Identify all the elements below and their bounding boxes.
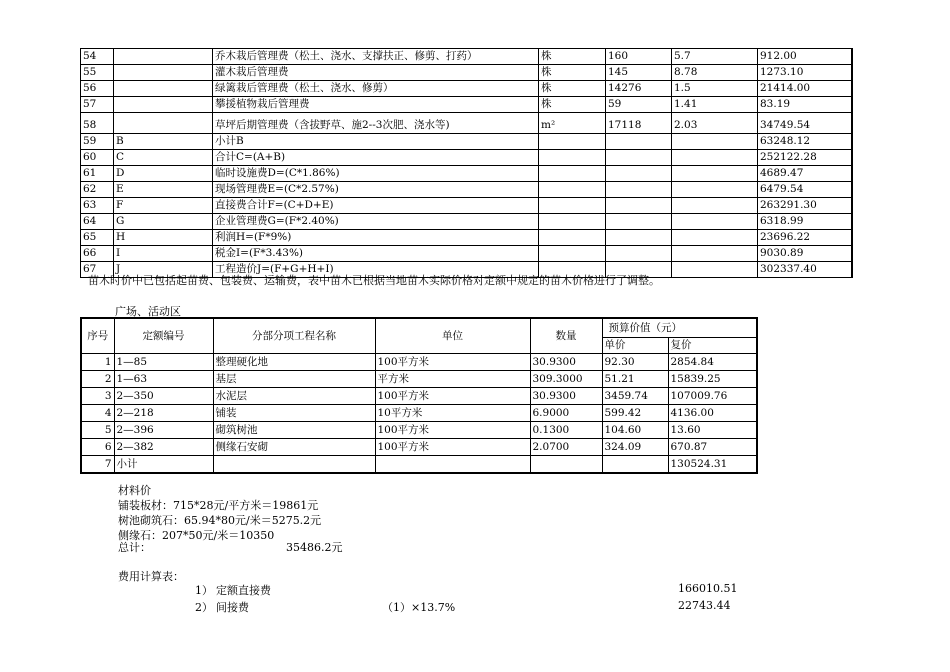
cell-code: 小计 xyxy=(114,456,213,474)
cell-code: 2—382 xyxy=(114,439,213,456)
cell-code: D xyxy=(114,166,213,182)
fee-2-name: 间接费 xyxy=(216,601,249,614)
cell-no: 67 xyxy=(81,262,114,278)
cell-name: 绿篱栽后管理费（松土、浇水、修剪） xyxy=(213,81,539,97)
cell-qty xyxy=(606,230,672,246)
table-row xyxy=(81,388,757,405)
cell-total: 1273.10 xyxy=(758,65,852,81)
cell-unit: 株 xyxy=(539,81,606,97)
table-row xyxy=(81,65,852,81)
fee-1-value: 166010.51 xyxy=(678,582,738,595)
cell-no: 55 xyxy=(81,65,114,81)
cell-no: 59 xyxy=(81,134,114,150)
table-row xyxy=(81,371,757,388)
table-row xyxy=(81,422,757,439)
header-total: 复价 xyxy=(668,338,757,354)
cell-qty: 6.9000 xyxy=(530,405,602,422)
table-row xyxy=(81,81,852,97)
cell-code: 2—396 xyxy=(114,422,213,439)
cell-name: 基层 xyxy=(213,371,375,388)
cell-name: 利润H=(F*9%) xyxy=(213,230,539,246)
cell-no: 2 xyxy=(81,371,114,388)
table-row xyxy=(81,439,757,456)
cell-total: 13.60 xyxy=(668,422,757,439)
cell-total: 302337.40 xyxy=(758,262,852,278)
header-code: 定额编号 xyxy=(114,318,213,354)
cell-code: H xyxy=(114,230,213,246)
cell-total: 15839.25 xyxy=(668,371,757,388)
cell-unit: 100平方米 xyxy=(375,422,530,439)
cell-total: 4136.00 xyxy=(668,405,757,422)
cell-no: 65 xyxy=(81,230,114,246)
cell-code: F xyxy=(114,198,213,214)
cell-total: 63248.12 xyxy=(758,134,852,150)
cell-unit: 100平方米 xyxy=(375,354,530,371)
table-row xyxy=(81,134,852,150)
cell-qty: 17118 xyxy=(606,113,672,134)
cell-qty: 30.9300 xyxy=(530,388,602,405)
cell-qty xyxy=(606,134,672,150)
cell-unit xyxy=(375,456,530,474)
header-value: 预算价值（元） xyxy=(602,318,757,338)
cell-total: 9030.89 xyxy=(758,246,852,262)
cell-name: 合计C=(A+B) xyxy=(213,150,539,166)
fee-2-idx: 2） xyxy=(195,601,213,614)
cell-no: 57 xyxy=(81,97,114,113)
materials-total-label: 总计： xyxy=(118,541,151,554)
cell-name: 砌筑树池 xyxy=(213,422,375,439)
cell-code: G xyxy=(114,214,213,230)
cell-name: 临时设施费D=(C*1.86%) xyxy=(213,166,539,182)
cell-no: 58 xyxy=(81,113,114,134)
cell-total: 83.19 xyxy=(758,97,852,113)
cell-price xyxy=(672,134,758,150)
cell-price: 1.5 xyxy=(672,81,758,97)
cell-code: J xyxy=(114,262,213,278)
materials-total-value: 35486.2元 xyxy=(286,541,343,554)
cell-name: 工程造价J=(F+G+H+I) xyxy=(213,262,539,278)
cell-price: 92.30 xyxy=(602,354,668,371)
cell-price xyxy=(672,230,758,246)
cell-price: 324.09 xyxy=(602,439,668,456)
cell-name: 整理硬化地 xyxy=(213,354,375,371)
cell-code: E xyxy=(114,182,213,198)
cell-unit xyxy=(539,214,606,230)
cell-price: 104.60 xyxy=(602,422,668,439)
cell-no: 6 xyxy=(81,439,114,456)
cell-price xyxy=(672,198,758,214)
cell-no: 66 xyxy=(81,246,114,262)
cell-unit: 株 xyxy=(539,97,606,113)
cell-code: I xyxy=(114,246,213,262)
cell-price: 51.21 xyxy=(602,371,668,388)
cell-total: 34749.54 xyxy=(758,113,852,134)
cell-unit xyxy=(539,166,606,182)
cell-qty: 309.3000 xyxy=(530,371,602,388)
cell-code xyxy=(114,49,213,65)
cell-unit: 100平方米 xyxy=(375,439,530,456)
cell-total: 2854.84 xyxy=(668,354,757,371)
cell-qty: 30.9300 xyxy=(530,354,602,371)
cell-total: 912.00 xyxy=(758,49,852,65)
cell-price xyxy=(672,262,758,278)
cell-qty xyxy=(606,182,672,198)
cell-name: 侧缘石安砌 xyxy=(213,439,375,456)
cell-name: 税金I=(F*3.43%) xyxy=(213,246,539,262)
table-row xyxy=(81,405,757,422)
cell-name: 企业管理费G=(F*2.40%) xyxy=(213,214,539,230)
cell-name: 小计B xyxy=(213,134,539,150)
cell-total: 263291.30 xyxy=(758,198,852,214)
cell-qty xyxy=(606,214,672,230)
cell-name: 灌木栽后管理费 xyxy=(213,65,539,81)
cell-unit xyxy=(539,150,606,166)
cell-qty: 145 xyxy=(606,65,672,81)
cell-price: 2.03 xyxy=(672,113,758,134)
cell-price xyxy=(672,150,758,166)
cell-qty: 2.0700 xyxy=(530,439,602,456)
table-row xyxy=(81,49,852,65)
header-no: 序号 xyxy=(81,318,114,354)
materials-line-3: 侧缘石：207*50元/米＝10350 xyxy=(118,529,275,542)
cell-price xyxy=(672,214,758,230)
cell-no: 63 xyxy=(81,198,114,214)
cell-total: 4689.47 xyxy=(758,166,852,182)
cell-code xyxy=(114,113,213,134)
cell-unit: 株 xyxy=(539,49,606,65)
cell-total: 107009.76 xyxy=(668,388,757,405)
table-row xyxy=(81,246,852,262)
table-row xyxy=(81,230,852,246)
cell-no: 7 xyxy=(81,456,114,474)
cell-unit: 株 xyxy=(539,65,606,81)
cell-no: 3 xyxy=(81,388,114,405)
cell-no: 54 xyxy=(81,49,114,65)
cell-no: 64 xyxy=(81,214,114,230)
plaza-budget-table xyxy=(80,317,758,474)
table-row xyxy=(81,456,757,474)
materials-line-1: 铺装板材：715*28元/平方米＝19861元 xyxy=(118,499,319,512)
cell-code xyxy=(114,65,213,81)
table-row xyxy=(81,97,852,113)
cell-qty: 14276 xyxy=(606,81,672,97)
cell-qty xyxy=(606,150,672,166)
header-qty: 数量 xyxy=(530,318,602,354)
cell-code: B xyxy=(114,134,213,150)
cell-code xyxy=(114,81,213,97)
cell-no: 1 xyxy=(81,354,114,371)
table-row xyxy=(81,182,852,198)
cell-qty: 160 xyxy=(606,49,672,65)
cell-total: 670.87 xyxy=(668,439,757,456)
cell-price xyxy=(672,166,758,182)
cell-name: 水泥层 xyxy=(213,388,375,405)
cell-unit: 平方米 xyxy=(375,371,530,388)
table-row xyxy=(81,113,852,134)
cell-no: 4 xyxy=(81,405,114,422)
cell-unit: 10平方米 xyxy=(375,405,530,422)
cell-name: 草坪后期管理费（含拔野草、施2--3次肥、浇水等) xyxy=(213,113,539,134)
materials-title: 材料价 xyxy=(118,484,151,497)
cell-no: 61 xyxy=(81,166,114,182)
cell-name: 攀援植物栽后管理费 xyxy=(213,97,539,113)
cell-price: 3459.74 xyxy=(602,388,668,405)
cell-total: 252122.28 xyxy=(758,150,852,166)
cell-qty xyxy=(606,198,672,214)
cell-unit: m² xyxy=(539,113,606,134)
cost-summary-table xyxy=(80,48,853,278)
cell-code: 1—85 xyxy=(114,354,213,371)
cell-no: 60 xyxy=(81,150,114,166)
cell-total: 21414.00 xyxy=(758,81,852,97)
cell-code: C xyxy=(114,150,213,166)
cell-price: 8.78 xyxy=(672,65,758,81)
fees-title: 费用计算表： xyxy=(118,570,184,583)
cell-unit: 100平方米 xyxy=(375,388,530,405)
cell-unit xyxy=(539,230,606,246)
cell-price: 5.7 xyxy=(672,49,758,65)
fee-2-value: 22743.44 xyxy=(678,599,731,612)
table-row xyxy=(81,166,852,182)
cell-no: 56 xyxy=(81,81,114,97)
table-row xyxy=(81,150,852,166)
cell-qty xyxy=(530,456,602,474)
cell-code: 2—350 xyxy=(114,388,213,405)
cell-unit xyxy=(539,198,606,214)
cell-price: 1.41 xyxy=(672,97,758,113)
cell-code: 1—63 xyxy=(114,371,213,388)
cell-price xyxy=(672,182,758,198)
cell-total: 23696.22 xyxy=(758,230,852,246)
cell-name: 乔木栽后管理费（松土、浇水、支撑扶正、修剪、打药） xyxy=(213,49,539,65)
cell-total: 6479.54 xyxy=(758,182,852,198)
cell-price xyxy=(672,246,758,262)
cell-name xyxy=(213,456,375,474)
cell-qty: 0.1300 xyxy=(530,422,602,439)
fee-1-idx: 1） xyxy=(195,584,213,597)
cell-no: 5 xyxy=(81,422,114,439)
section-title: 广场、活动区 xyxy=(115,305,181,318)
header-name: 分部分项工程名称 xyxy=(213,318,375,354)
cell-name: 现场管理费E=(C*2.57%) xyxy=(213,182,539,198)
cell-unit xyxy=(539,134,606,150)
cell-no: 62 xyxy=(81,182,114,198)
cell-code: 2—218 xyxy=(114,405,213,422)
table-row xyxy=(81,354,757,371)
cell-code xyxy=(114,97,213,113)
fee-1-name: 定额直接费 xyxy=(216,584,271,597)
cell-total: 6318.99 xyxy=(758,214,852,230)
fee-2-formula: （1）×13.7% xyxy=(382,601,456,614)
price-note: 苗木时价中已包括起苗费、包装费、运输费，表中苗木已根据当地苗木实际价格对定额中规定的苗木价格进行了调整。 xyxy=(88,274,660,287)
table-row xyxy=(81,214,852,230)
cell-qty xyxy=(606,246,672,262)
cell-price xyxy=(602,456,668,474)
cell-price: 599.42 xyxy=(602,405,668,422)
header-unit-price: 单价 xyxy=(602,338,668,354)
table-row xyxy=(81,198,852,214)
cell-name: 直接费合计F=(C+D+E) xyxy=(213,198,539,214)
cell-total: 130524.31 xyxy=(668,456,757,474)
cell-qty: 59 xyxy=(606,97,672,113)
cell-unit xyxy=(539,182,606,198)
materials-line-2: 树池砌筑石：65.94*80元/米＝5275.2元 xyxy=(118,514,322,527)
cell-name: 铺装 xyxy=(213,405,375,422)
cell-unit xyxy=(539,246,606,262)
header-unit: 单位 xyxy=(375,318,530,354)
cell-qty xyxy=(606,166,672,182)
